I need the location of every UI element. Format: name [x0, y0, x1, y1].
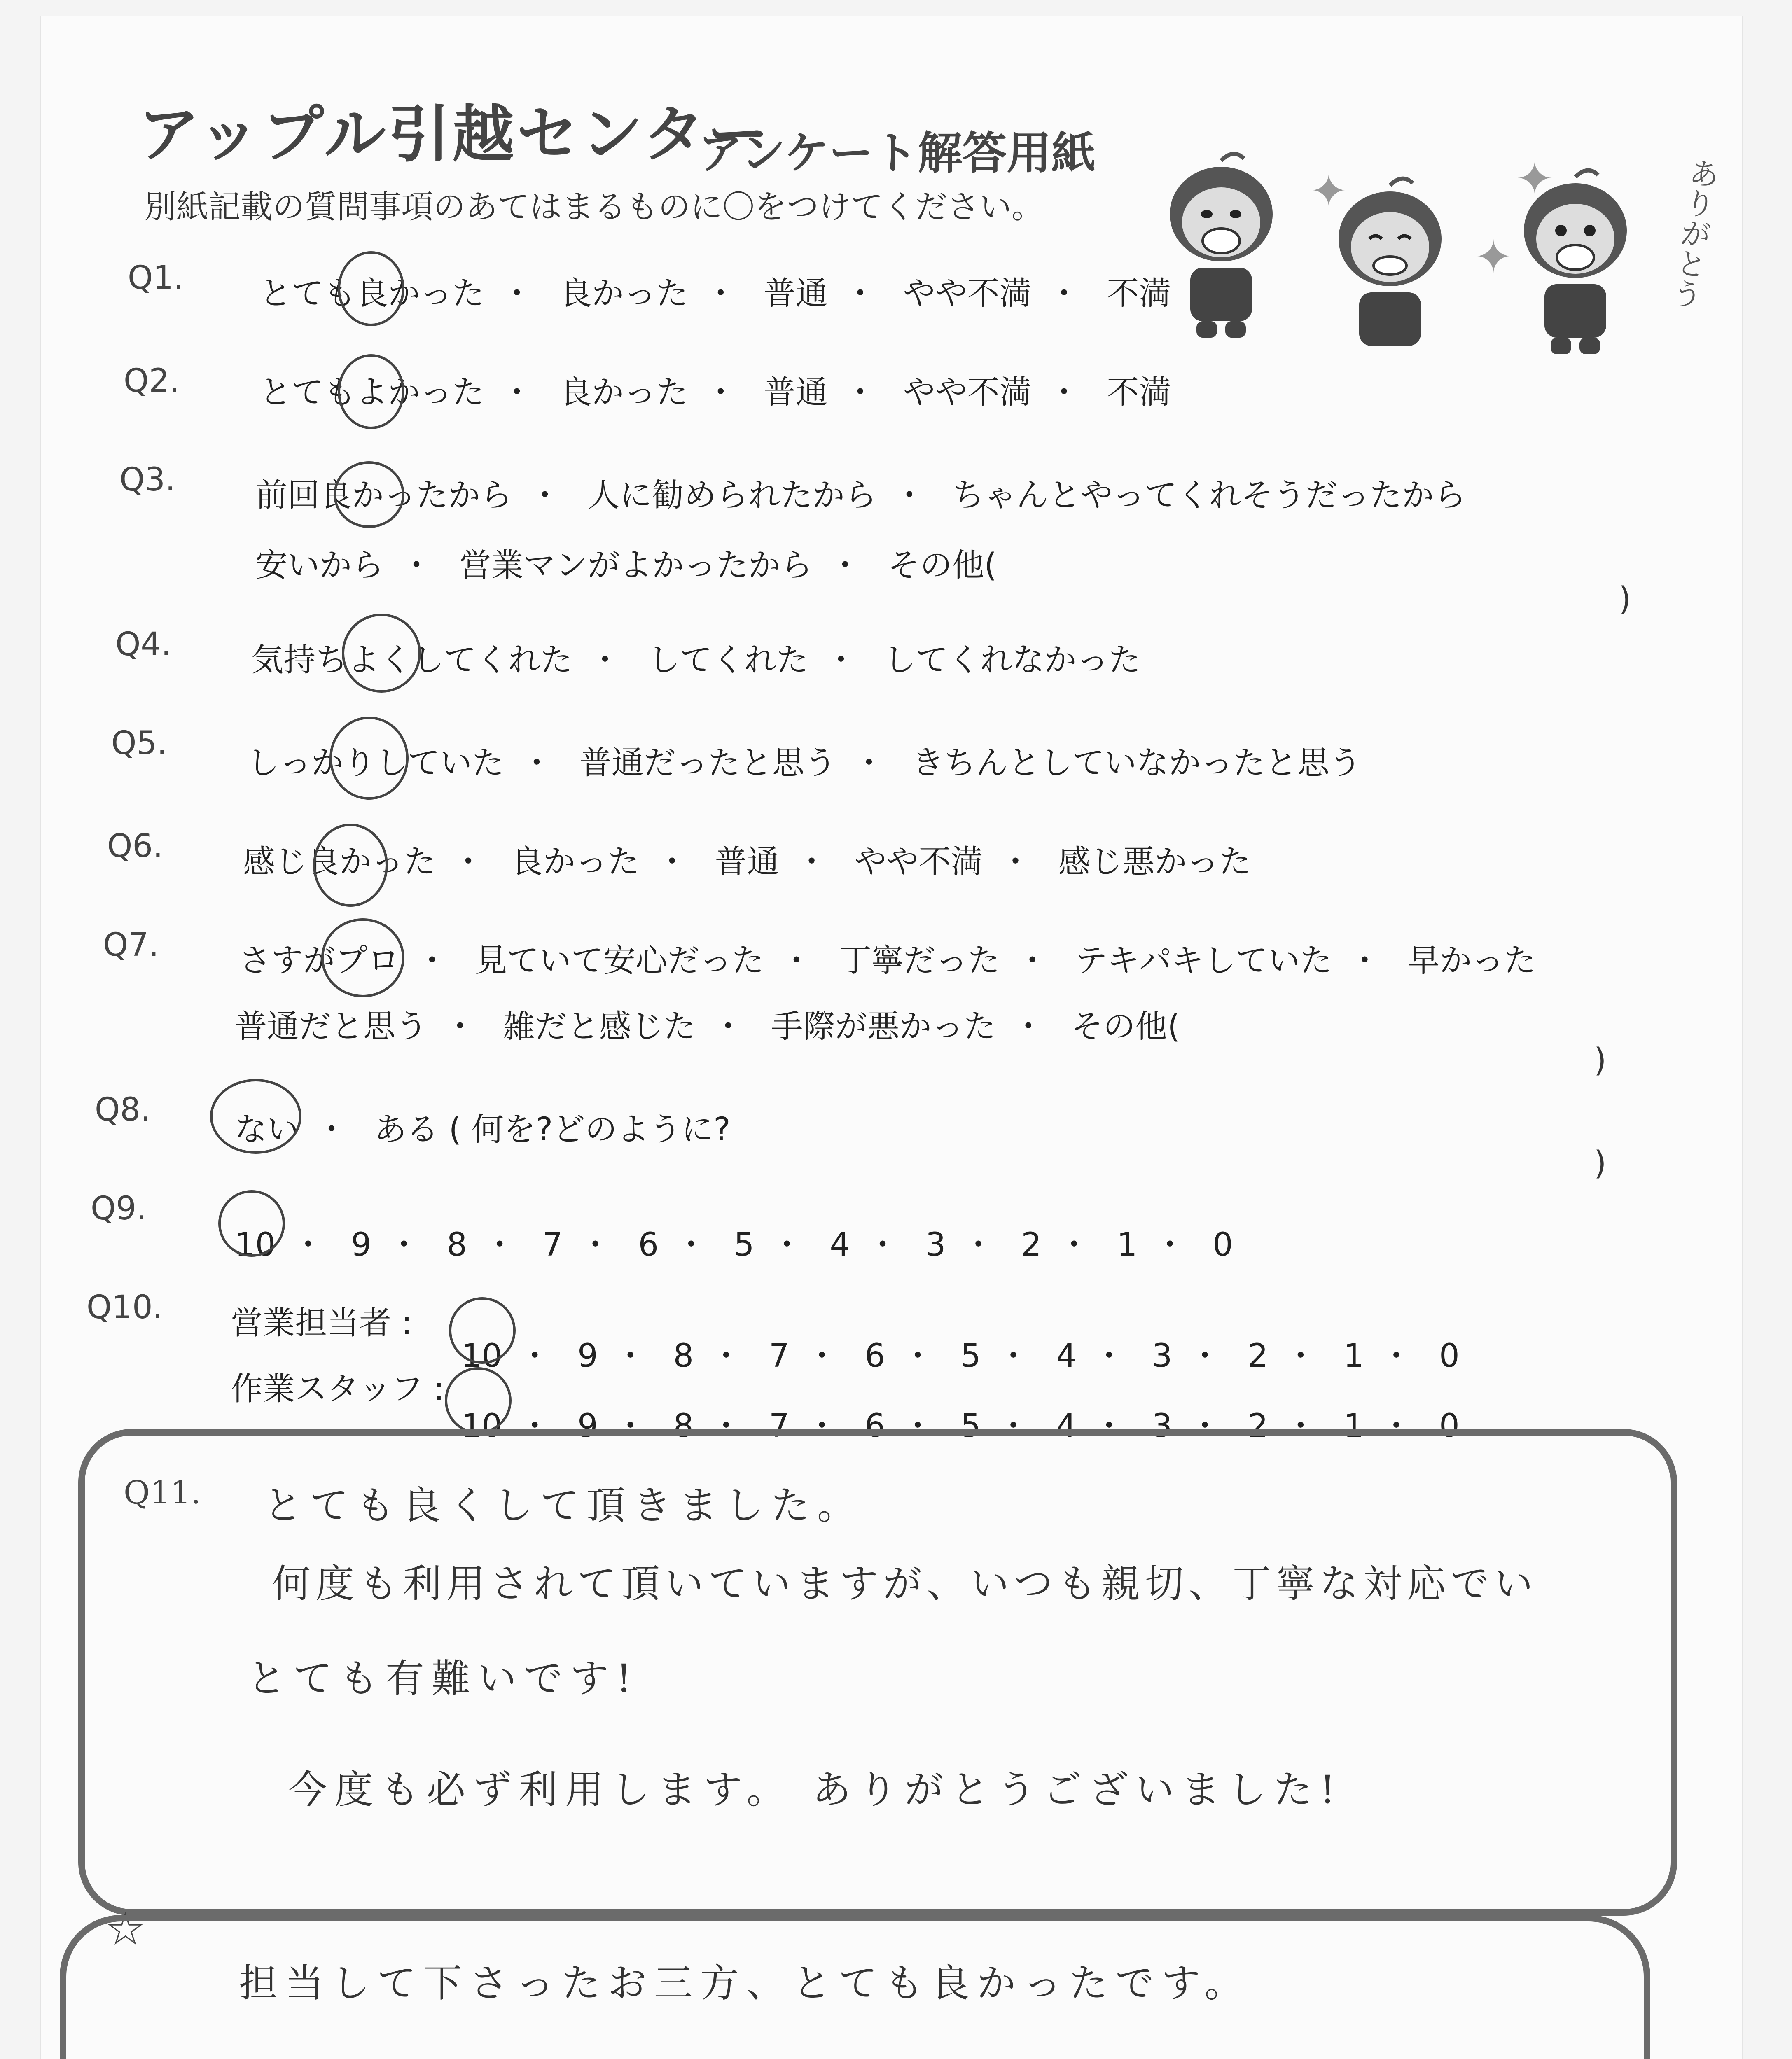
q10-staff-score[interactable]: 5 — [960, 1408, 981, 1445]
q3-option[interactable]: ちゃんとやってくれそうだったから — [952, 477, 1466, 514]
q10-sales-score[interactable]: 1 — [1343, 1338, 1364, 1375]
q10-sales-scale: 10 ・ 9 ・ 8 ・ 7 ・ 6 ・ 5 ・ 4 ・ 3 ・ 2 ・ 1 ・ 0 — [461, 1338, 1460, 1375]
q10-sales-score[interactable]: 9 — [577, 1338, 598, 1375]
selection-circle — [218, 1190, 285, 1257]
selection-circle — [449, 1297, 516, 1364]
q5-options: しっかりしていた ・ 普通だったと思う ・ きちんとしていなかったと思う — [247, 745, 1362, 782]
q4-label: Q4. — [115, 626, 171, 663]
q1-option[interactable]: 不満 — [1107, 275, 1171, 312]
q9-score[interactable]: 0 — [1213, 1226, 1233, 1263]
q5-option[interactable]: きちんとしていなかったと思う — [911, 745, 1362, 782]
q9-score[interactable]: 1 — [1117, 1226, 1138, 1263]
q7-options-line2: 普通だと思う ・ 雑だと感じた ・ 手際が悪かった ・ その他( — [235, 1008, 1180, 1045]
q9-score[interactable]: 3 — [925, 1226, 946, 1263]
q1-option[interactable]: 普通 — [763, 275, 828, 312]
q10-staff-label: 作業スタッフ : — [231, 1370, 445, 1408]
q7-label: Q7. — [103, 927, 159, 964]
q10-sales-score[interactable]: 6 — [864, 1338, 885, 1375]
q10-sales-score[interactable]: 5 — [960, 1338, 981, 1375]
q11-comment-line: 何度も利用されて頂いていますが、いつも親切、丁寧な対応でい — [272, 1562, 1538, 1606]
q9-score[interactable]: 10 — [235, 1226, 276, 1263]
q8-option[interactable]: ない — [235, 1111, 299, 1148]
q10-staff-score[interactable]: 1 — [1343, 1408, 1364, 1445]
instruction-text: 別紙記載の質問事項のあてはまるものに〇をつけてください。 — [144, 189, 1044, 226]
q10-sales-score[interactable]: 3 — [1152, 1338, 1173, 1375]
q1-option[interactable]: とても良かった — [259, 275, 485, 312]
q10-sales-score[interactable]: 0 — [1439, 1338, 1460, 1375]
q7-option[interactable]: さすがプロ — [239, 942, 400, 979]
q10-staff-score[interactable]: 9 — [577, 1408, 598, 1445]
q7-option-other[interactable]: その他( — [1071, 1008, 1180, 1045]
q1-options: とても良かった ・ 良かった ・ 普通 ・ やや不満 ・ 不満 — [259, 275, 1171, 312]
q3-label: Q3. — [119, 461, 175, 498]
q9-score[interactable]: 9 — [351, 1226, 371, 1263]
q10-staff-score[interactable]: 0 — [1439, 1408, 1460, 1445]
q2-label: Q2. — [124, 362, 180, 399]
q9-score[interactable]: 7 — [542, 1226, 563, 1263]
q10-sales-score[interactable]: 8 — [673, 1338, 694, 1375]
selection-circle — [342, 614, 421, 693]
q10-sales-score[interactable]: 10 — [461, 1338, 502, 1375]
selection-circle — [329, 717, 409, 800]
selection-circle — [334, 461, 404, 528]
q10-label: Q10. — [86, 1289, 163, 1326]
q2-option[interactable]: 良かった — [559, 374, 688, 411]
star-comment-line: 担当して下さったお三方、とても良かったです。 — [239, 1961, 1251, 2006]
q10-sales-score[interactable]: 2 — [1248, 1338, 1268, 1375]
q9-score[interactable]: 8 — [446, 1226, 467, 1263]
q7-close-paren: ) — [1594, 1042, 1607, 1079]
q6-option[interactable]: やや不満 — [854, 843, 983, 880]
q3-options-line2: 安いから ・ 営業マンがよかったから ・ その他( — [255, 547, 997, 584]
q2-option[interactable]: やや不満 — [903, 374, 1032, 411]
q7-options-line1: さすがプロ ・ 見ていて安心だった ・ 丁寧だった ・ テキパキしていた ・ 早かった — [239, 942, 1536, 979]
q2-option[interactable]: 普通 — [763, 374, 828, 411]
q8-option[interactable]: ある ( 何を?どのように? — [374, 1111, 731, 1148]
selection-circle — [338, 354, 404, 429]
q5-option[interactable]: しっかりしていた — [247, 745, 505, 782]
selection-circle — [313, 824, 388, 907]
q7-option[interactable]: 見ていて安心だった — [474, 942, 764, 979]
q9-scale: 10 ・ 9 ・ 8 ・ 7 ・ 6 ・ 5 ・ 4 ・ 3 ・ 2 ・ 1 ・ 0 — [235, 1226, 1233, 1263]
q3-option[interactable]: 前回良かったから — [255, 477, 513, 514]
q9-label: Q9. — [91, 1190, 147, 1227]
q10-sales-label: 営業担当者 : — [231, 1305, 413, 1342]
q10-staff-score[interactable]: 4 — [1056, 1408, 1077, 1445]
q6-options: 感じ良かった ・ 良かった ・ 普通 ・ やや不満 ・ 感じ悪かった — [243, 843, 1251, 880]
q4-option[interactable]: してくれた — [647, 642, 808, 679]
q9-score[interactable]: 4 — [829, 1226, 850, 1263]
monkey-mascot-icon — [1330, 173, 1450, 367]
q8-options: ない ・ ある ( 何を?どのように? — [235, 1111, 731, 1148]
q7-option[interactable]: 丁寧だった — [839, 942, 1000, 979]
selection-circle — [338, 251, 404, 326]
q6-option[interactable]: 普通 — [715, 843, 779, 880]
q2-option[interactable]: 不満 — [1107, 374, 1171, 411]
q3-option[interactable]: 営業マンがよかったから — [459, 547, 813, 584]
q8-close-paren: ) — [1594, 1145, 1607, 1182]
q1-label: Q1. — [128, 259, 184, 296]
q10-staff-score[interactable]: 7 — [769, 1408, 790, 1445]
q5-label: Q5. — [111, 725, 167, 762]
monkey-mascot-icon — [1161, 148, 1281, 342]
q11-comment-line: とても良くして頂きました。 — [264, 1483, 864, 1528]
selection-circle — [445, 1367, 512, 1434]
q6-option[interactable]: 感じ悪かった — [1058, 843, 1251, 880]
q7-option[interactable]: 雑だと感じた — [502, 1008, 696, 1045]
q3-option[interactable]: 安いから — [255, 547, 384, 584]
selection-circle — [210, 1079, 301, 1154]
thanks-mascot-text: ありがとう — [1665, 155, 1722, 311]
star-icon: ☆ — [105, 1903, 146, 1955]
sparkle-icon: ✦ — [1516, 152, 1554, 205]
selection-circle — [321, 918, 404, 997]
q7-option[interactable]: 手際が悪かった — [771, 1008, 996, 1045]
company-title: アップル引越センター — [138, 99, 771, 170]
sparkle-icon: ✦ — [1310, 165, 1348, 217]
q2-option[interactable]: とてもよかった — [259, 374, 485, 411]
q10-staff-score[interactable]: 2 — [1248, 1408, 1268, 1445]
q9-score[interactable]: 2 — [1021, 1226, 1042, 1263]
q10-staff-score[interactable]: 10 — [461, 1408, 502, 1445]
q10-sales-score[interactable]: 7 — [769, 1338, 790, 1375]
q10-staff-scale: 10 ・ 9 ・ 8 ・ 7 ・ 6 ・ 5 ・ 4 ・ 3 ・ 2 ・ 1 ・ 0 — [461, 1408, 1460, 1445]
q1-option[interactable]: 良かった — [559, 275, 688, 312]
q3-option-other[interactable]: その他( — [888, 547, 997, 584]
q7-option[interactable]: 早かった — [1407, 942, 1536, 979]
q11-comment-line: 今度も必ず利用します。 ありがとうございました! — [288, 1767, 1343, 1812]
q3-close-paren: ) — [1619, 581, 1631, 618]
form-subtitle: アンケート解答用紙 — [698, 128, 1096, 179]
q10-sales-score[interactable]: 4 — [1056, 1338, 1077, 1375]
q7-option[interactable]: テキパキしていた — [1075, 942, 1332, 979]
q3-options-line1: 前回良かったから ・ 人に勧められたから ・ ちゃんとやってくれそうだったから — [255, 477, 1466, 514]
q2-options: とてもよかった ・ 良かった ・ 普通 ・ やや不満 ・ 不満 — [259, 374, 1171, 411]
q9-score[interactable]: 6 — [638, 1226, 659, 1263]
q11-label: Q11. — [124, 1474, 201, 1511]
star-comment-line — [231, 2051, 761, 2059]
q10-staff-score[interactable]: 8 — [673, 1408, 694, 1445]
sparkle-icon: ✦ — [1474, 231, 1513, 283]
q4-option[interactable]: 気持ちよくしてくれた — [251, 642, 573, 679]
q3-option[interactable]: 人に勧められたから — [587, 477, 877, 514]
q11-comment-line: とても有難いです! — [247, 1656, 639, 1701]
q4-options: 気持ちよくしてくれた ・ してくれた ・ してくれなかった — [251, 642, 1141, 679]
q6-option[interactable]: 良かった — [511, 843, 640, 880]
q10-staff-score[interactable]: 6 — [864, 1408, 885, 1445]
q8-label: Q8. — [95, 1091, 151, 1128]
q7-option[interactable]: 普通だと思う — [235, 1008, 428, 1045]
q10-staff-score[interactable]: 3 — [1152, 1408, 1173, 1445]
q6-label: Q6. — [107, 828, 163, 865]
q1-option[interactable]: やや不満 — [903, 275, 1032, 312]
q5-option[interactable]: 普通だったと思う — [579, 745, 836, 782]
q4-option[interactable]: してくれなかった — [883, 642, 1141, 679]
q9-score[interactable]: 5 — [734, 1226, 755, 1263]
q6-option[interactable]: 感じ良かった — [243, 843, 436, 880]
